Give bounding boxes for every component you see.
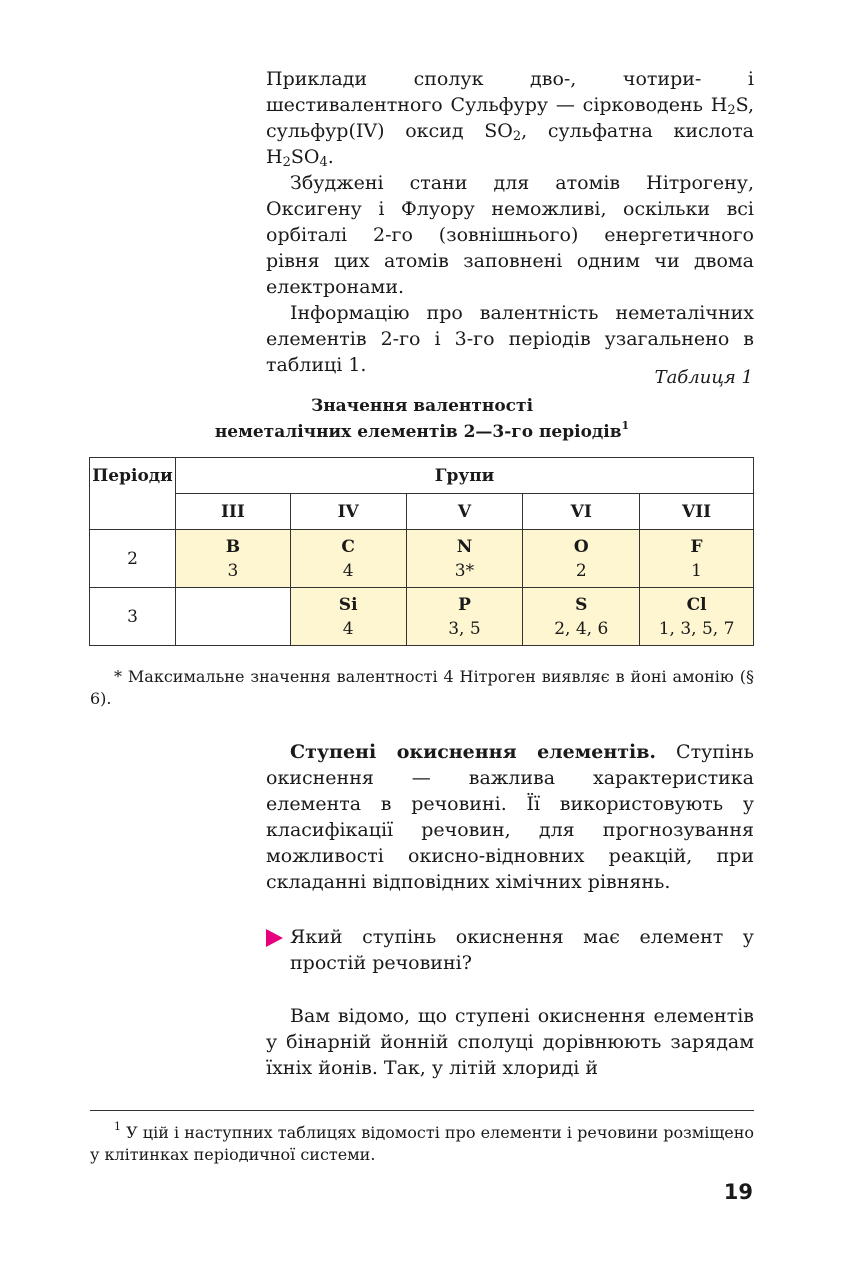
group-header: VI [523, 494, 640, 530]
table-footnote: * Максимальне значення валентності 4 Нітроген виявляє в йоні амонію (§ 6). [90, 667, 754, 708]
footnote-number: 1 [114, 1120, 121, 1133]
section-heading: Ступені окиснення елементів. [290, 741, 657, 763]
table-row [90, 530, 754, 588]
section-paragraph [266, 739, 754, 895]
element-valence: 2 [575, 560, 587, 581]
question-block [266, 924, 754, 976]
intro-text [266, 66, 754, 378]
groups-header: Групи [175, 458, 753, 494]
triangle-pointer-icon [266, 929, 283, 947]
element-valence: 4 [342, 560, 354, 581]
element-symbol: B [225, 536, 241, 557]
element-cell [290, 530, 406, 588]
group-header: V [406, 494, 523, 530]
empty-cell [175, 588, 290, 646]
footnote-divider [90, 1110, 754, 1111]
group-header: IV [290, 494, 406, 530]
table-title-line-1: Значення валентності [310, 396, 534, 416]
section-text: Ступінь окиснення — важлива характеристика елемента в речовині. Її використовують у класифікації речовин, для прогнозування можливості окисно-відновних реакцій, при складанні відповідних хімічних рівнянь. [266, 741, 755, 893]
intro-paragraph-2: Збуджені стани для атомів Нітрогену, Оксигену і Флуору неможливі, оскільки всі орбіталі 2-го (зовнішнього) енергетичного рівня цих атомів заповнені одним чи двома електронами. [266, 172, 754, 298]
element-valence: 1 [691, 560, 702, 581]
intro-paragraph-3: Інформацію про валентність неметалічних елементів 2-го і 3-го періодів узагальнено в таблиці 1. [266, 302, 754, 376]
element-cell [523, 530, 640, 588]
element-symbol: P [458, 594, 471, 615]
intro-paragraph-1: Приклади сполук дво-, чотири- і шестивалентного Сульфуру — сірководень $H_2S$, сульфур(IV) оксид $SO_2$, сульфатна кислота $H_2SO_4$. [266, 68, 754, 170]
table-title [90, 393, 754, 445]
period-cell: 2 [90, 530, 176, 588]
element-cell [523, 588, 640, 646]
element-valence: 3, 5 [448, 618, 481, 639]
period-cell: 3 [90, 588, 176, 646]
element-valence: 2, 4, 6 [554, 618, 609, 639]
element-cell [175, 530, 290, 588]
valence-table [89, 457, 754, 646]
element-symbol: N [456, 536, 473, 557]
element-symbol: O [573, 536, 589, 557]
table-caption: Таблиця 1 [654, 367, 753, 388]
element-cell [640, 588, 754, 646]
page-footnote: $^1$ У цій і наступних таблицях відомості про елементи і речовини розміщено у клітинках періодичної системи. [90, 1120, 754, 1164]
footnote-marker: 1 [621, 419, 630, 432]
element-symbol: C [341, 536, 355, 557]
element-cell [406, 588, 523, 646]
table-row [90, 588, 754, 646]
element-symbol: S [575, 594, 588, 615]
element-cell [406, 530, 523, 588]
oxidation-section [266, 739, 754, 895]
element-cell [290, 588, 406, 646]
element-valence: 3 [227, 560, 239, 581]
closing-text [266, 1003, 754, 1081]
periods-header: Періоди [90, 458, 176, 530]
table-title-line-2: неметалічних елементів 2—3-го періодів$^1$ [214, 419, 630, 442]
element-symbol: Si [338, 594, 358, 615]
group-header: III [175, 494, 290, 530]
group-header: VII [640, 494, 754, 530]
question-text: Який ступінь окиснення має елемент у простій речовині? [290, 926, 754, 974]
element-valence: 4 [342, 618, 354, 639]
page-number: 19 [723, 1180, 753, 1204]
element-valence: 1, 3, 5, 7 [658, 618, 735, 639]
element-symbol: F [690, 536, 703, 557]
element-symbol: Cl [686, 594, 707, 615]
element-valence: 3* [454, 560, 475, 581]
closing-paragraph: Вам відомо, що ступені окиснення елементів у бінарній йонній сполуці дорівнюють зарядам їхніх йонів. Так, у літій хлориді й [266, 1005, 754, 1079]
element-cell [640, 530, 754, 588]
